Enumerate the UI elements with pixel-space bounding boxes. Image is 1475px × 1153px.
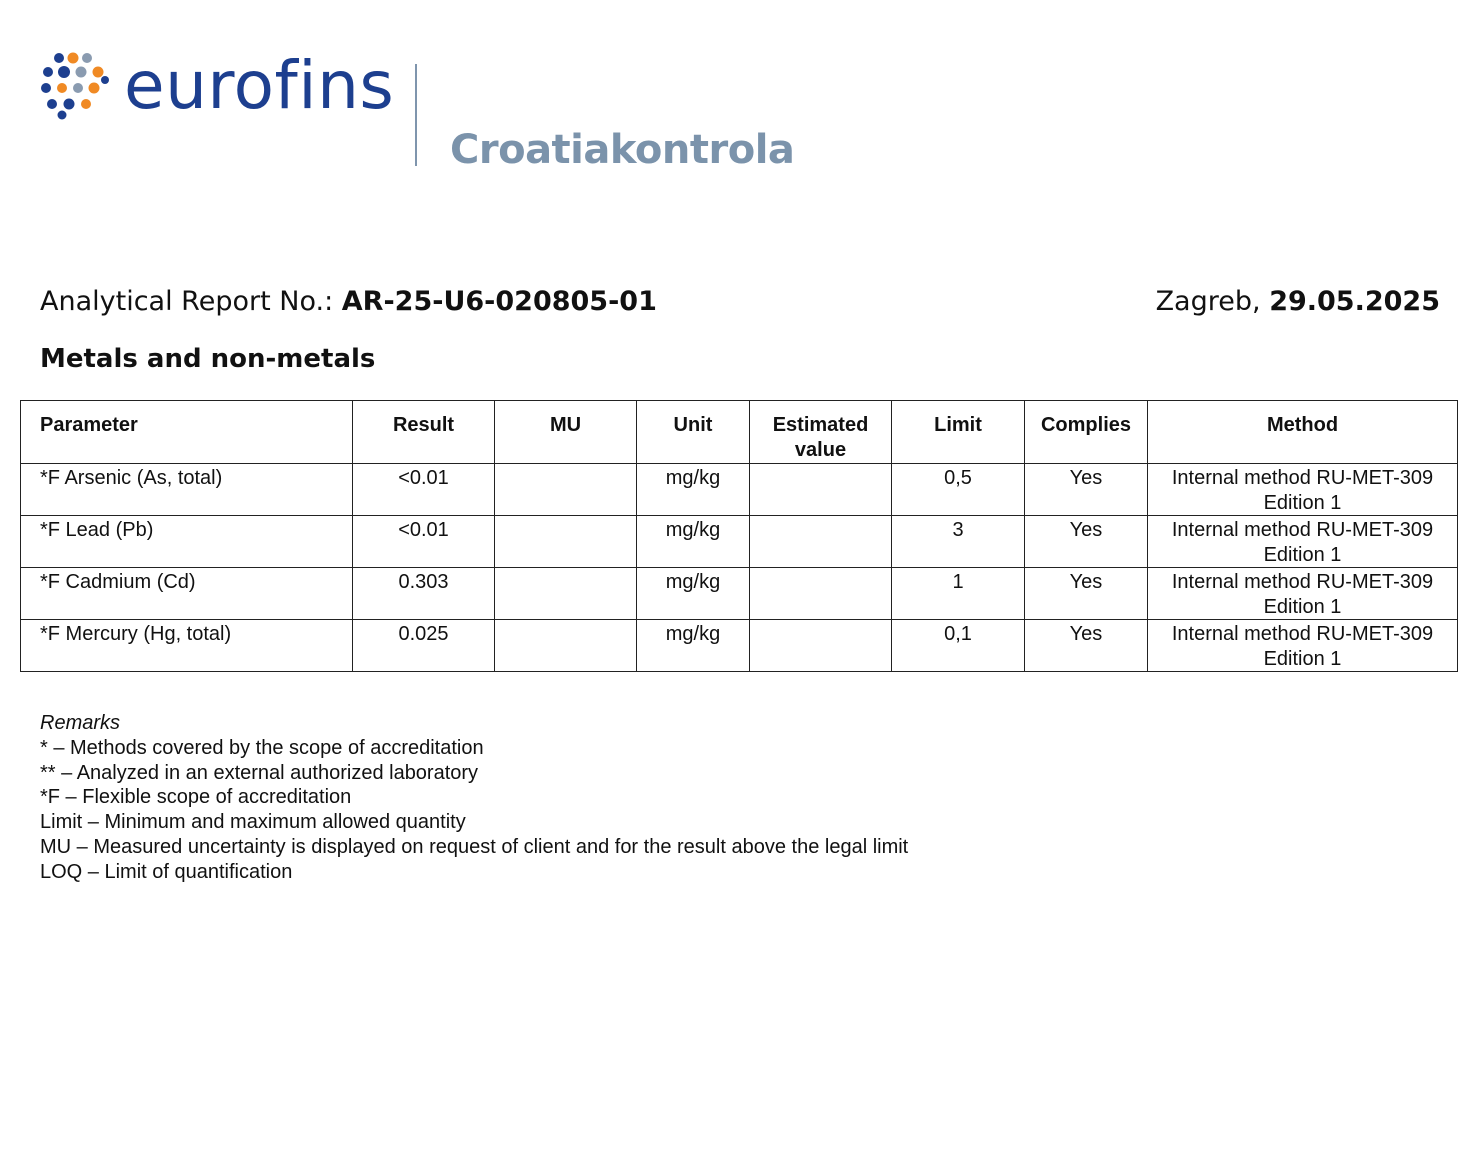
table-header-row [21,401,1458,464]
table-row [21,620,1458,672]
cell-mu [495,464,637,516]
table-row [21,516,1458,568]
remark-item: * – Methods covered by the scope of accreditation [40,736,484,759]
report-place: Zagreb, [1155,286,1261,317]
results-table [20,400,1458,672]
cell-complies: Yes [1025,464,1148,516]
cell-method [1148,620,1458,672]
method-line2: Edition 1 [1263,647,1342,670]
cell-limit: 0,5 [892,464,1025,516]
report-number-value: AR-25-U6-020805-01 [341,286,657,317]
cell-result: <0.01 [353,516,495,568]
cell-estimated-value [750,620,892,672]
method-line2: Edition 1 [1263,543,1342,566]
cell-estimated-value [750,464,892,516]
report-number-label: Analytical Report No.: [40,286,334,317]
header-mu: MU [495,401,637,464]
header-result: Result [353,401,495,464]
remark-item: LOQ – Limit of quantification [40,860,293,883]
method-line1: Internal method RU-MET-309 [1171,571,1434,593]
section-title: Metals and non-metals [40,344,376,374]
method-line1: Internal method RU-MET-309 [1171,623,1434,645]
header-limit: Limit [892,401,1025,464]
cell-limit: 1 [892,568,1025,620]
cell-unit: mg/kg [637,620,750,672]
table-row [21,568,1458,620]
cell-method [1148,568,1458,620]
header-method: Method [1148,401,1458,464]
method-line1: Internal method RU-MET-309 [1171,467,1434,489]
cell-result: 0.303 [353,568,495,620]
cell-complies: Yes [1025,620,1148,672]
header-estimated-line1: Estimated [772,414,869,436]
cell-estimated-value [750,516,892,568]
cell-unit: mg/kg [637,516,750,568]
cell-mu [495,620,637,672]
report-date: 29.05.2025 [1269,286,1440,317]
cell-result: <0.01 [353,464,495,516]
cell-mu [495,568,637,620]
cell-unit: mg/kg [637,568,750,620]
header-complies: Complies [1025,401,1148,464]
header-unit: Unit [637,401,750,464]
cell-mu [495,516,637,568]
remark-item: MU – Measured uncertainty is displayed on request of client and for the result above the legal limit [40,835,909,858]
method-line2: Edition 1 [1263,595,1342,618]
remark-item: ** – Analyzed in an external authorized laboratory [40,761,479,784]
method-line1: Internal method RU-MET-309 [1171,519,1434,541]
method-line2: Edition 1 [1263,491,1342,514]
header-parameter: Parameter [21,401,353,464]
report-number-line [40,284,657,320]
remark-item: *F – Flexible scope of accreditation [40,786,352,809]
remark-item: Limit – Minimum and maximum allowed quantity [40,811,466,834]
logo-divider [415,64,417,166]
cell-limit: 3 [892,516,1025,568]
header-estimated-line2: value [794,439,847,461]
cell-parameter: *F Cadmium (Cd) [21,568,353,620]
cell-parameter: *F Mercury (Hg, total) [21,620,353,672]
cell-complies: Yes [1025,516,1148,568]
cell-limit: 0,1 [892,620,1025,672]
sub-brand-name: Croatiakontrola [450,127,795,173]
cell-result: 0.025 [353,620,495,672]
cell-complies: Yes [1025,568,1148,620]
header-estimated-value [750,401,892,464]
eurofins-logo-icon [38,50,110,120]
cell-method [1148,516,1458,568]
cell-unit: mg/kg [637,464,750,516]
cell-estimated-value [750,568,892,620]
remarks-heading: Remarks [40,712,121,734]
cell-parameter: *F Lead (Pb) [21,516,353,568]
table-row [21,464,1458,516]
cell-method [1148,464,1458,516]
brand-name: eurofins [124,47,395,124]
report-date-line [1156,284,1440,320]
remarks-section [40,711,908,885]
cell-parameter: *F Arsenic (As, total) [21,464,353,516]
